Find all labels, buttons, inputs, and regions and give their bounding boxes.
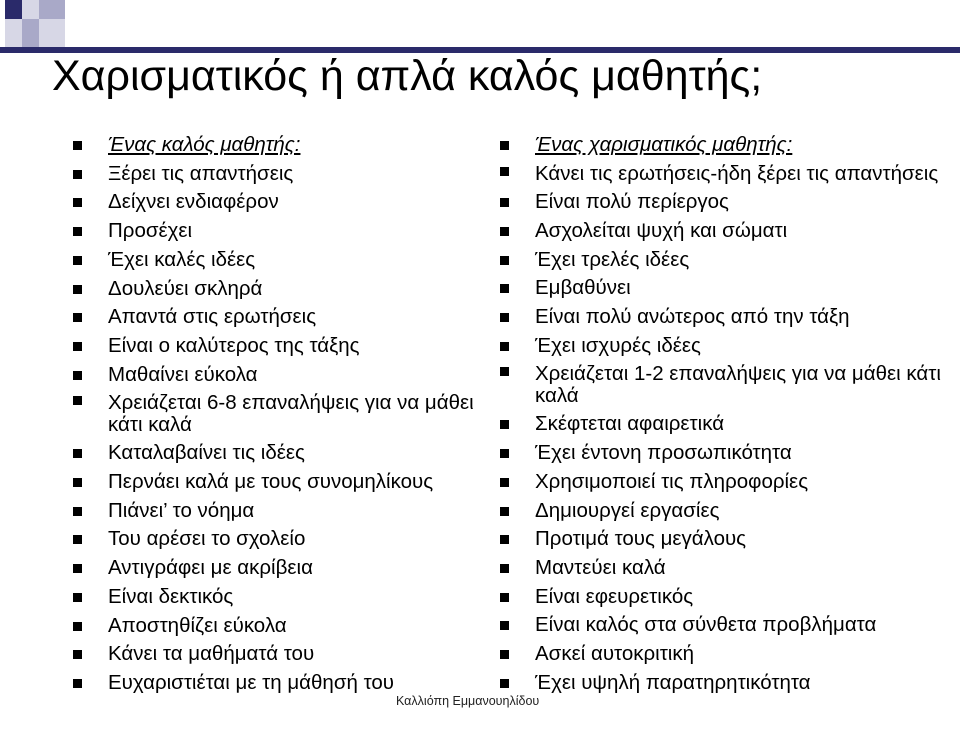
deco-square-light <box>22 0 39 19</box>
bullet-square-icon <box>73 535 82 544</box>
list-item: Είναι πολύ περίεργος <box>497 188 957 217</box>
list-item: Ξέρει τις απαντήσεις <box>70 160 500 189</box>
list-item: Απαντά στις ερωτήσεις <box>70 303 500 332</box>
bullet-square-icon <box>73 679 82 688</box>
bullet-square-icon <box>500 679 509 688</box>
bullet-square-icon <box>73 593 82 602</box>
list-item: Μαθαίνει εύκολα <box>70 361 500 390</box>
slide-title: Χαρισματικός ή απλά καλός μαθητής; <box>52 52 763 100</box>
list-item: Δείχνει ενδιαφέρον <box>70 188 500 217</box>
list-item: Είναι πολύ ανώτερος από την τάξη <box>497 303 957 332</box>
bullet-square-icon <box>73 449 82 458</box>
bullet-square-icon <box>73 256 82 265</box>
list-item: Έχει υψηλή παρατηρητικότητα <box>497 669 957 698</box>
bullet-square-icon <box>73 650 82 659</box>
list-item: Προτιμά τους μεγάλους <box>497 525 957 554</box>
list-heading-gifted-student: Ένας χαρισματικός μαθητής: <box>497 131 957 160</box>
bullet-square-icon <box>500 367 509 376</box>
list-item: Ασχολείται ψυχή και σώματι <box>497 217 957 246</box>
list-item: Αντιγράφει με ακρίβεια <box>70 554 500 583</box>
deco-square-mid <box>39 0 65 19</box>
list-item: Ευχαριστιέται με τη μάθησή του <box>70 669 500 698</box>
bullet-square-icon <box>73 227 82 236</box>
gifted-student-list <box>497 131 957 697</box>
bullet-square-icon <box>500 478 509 487</box>
list-item: Κάνει τα μαθήματά του <box>70 640 500 669</box>
bullet-square-icon <box>73 396 82 405</box>
bullet-square-icon <box>500 564 509 573</box>
list-item: Ασκεί αυτοκριτική <box>497 640 957 669</box>
list-item: Έχει τρελές ιδέες <box>497 246 957 275</box>
list-item: Πιάνει’ το νόημα <box>70 497 500 526</box>
list-heading-good-student: Ένας καλός μαθητής: <box>70 131 500 160</box>
list-item: Είναι δεκτικός <box>70 583 500 612</box>
bullet-square-icon <box>500 198 509 207</box>
list-item: Έχει καλές ιδέες <box>70 246 500 275</box>
bullet-square-icon <box>500 342 509 351</box>
deco-square-light <box>39 19 65 47</box>
list-item: Χρειάζεται 1-2 επαναλήψεις για να μάθει κάτι καλά <box>497 360 957 410</box>
bullet-square-icon <box>500 256 509 265</box>
list-item: Εμβαθύνει <box>497 274 957 303</box>
list-item: Χρειάζεται 6-8 επαναλήψεις για να μάθει κάτι καλά <box>70 389 500 439</box>
bullet-square-icon <box>500 284 509 293</box>
bullet-square-icon <box>500 227 509 236</box>
deco-square-mid <box>22 19 39 47</box>
list-item: Του αρέσει το σχολείο <box>70 525 500 554</box>
bullet-square-icon <box>500 593 509 602</box>
list-item: Χρησιμοποιεί τις πληροφορίες <box>497 468 957 497</box>
bullet-square-icon <box>500 167 509 176</box>
deco-square-dark <box>5 0 22 19</box>
footer-author: Καλλιόπη Εμμανουηλίδου <box>396 694 540 708</box>
list-item: Δημιουργεί εργασίες <box>497 497 957 526</box>
list-item: Είναι εφευρετικός <box>497 583 957 612</box>
bullet-square-icon <box>73 478 82 487</box>
bullet-square-icon <box>73 507 82 516</box>
bullet-square-icon <box>73 564 82 573</box>
list-item: Έχει έντονη προσωπικότητα <box>497 439 957 468</box>
list-item: Προσέχει <box>70 217 500 246</box>
bullet-square-icon <box>73 313 82 322</box>
deco-square-light <box>5 19 22 47</box>
list-item: Είναι ο καλύτερος της τάξης <box>70 332 500 361</box>
list-item: Είναι καλός στα σύνθετα προβλήματα <box>497 611 957 640</box>
bullet-square-icon <box>500 313 509 322</box>
bullet-square-icon <box>73 170 82 179</box>
bullet-square-icon <box>500 420 509 429</box>
bullet-square-icon <box>500 141 509 150</box>
bullet-square-icon <box>73 342 82 351</box>
good-student-list <box>70 131 500 698</box>
list-item: Καταλαβαίνει τις ιδέες <box>70 439 500 468</box>
list-item: Αποστηθίζει εύκολα <box>70 612 500 641</box>
bullet-square-icon <box>500 507 509 516</box>
list-item: Κάνει τις ερωτήσεις-ήδη ξέρει τις απαντήσεις <box>497 160 957 189</box>
list-item: Σκέφτεται αφαιρετικά <box>497 410 957 439</box>
bullet-square-icon <box>500 621 509 630</box>
bullet-square-icon <box>73 285 82 294</box>
bullet-square-icon <box>73 371 82 380</box>
list-item: Μαντεύει καλά <box>497 554 957 583</box>
list-item: Έχει ισχυρές ιδέες <box>497 332 957 361</box>
bullet-square-icon <box>73 622 82 631</box>
bullet-square-icon <box>73 141 82 150</box>
bullet-square-icon <box>500 535 509 544</box>
list-item: Περνάει καλά με τους συνομηλίκους <box>70 468 500 497</box>
list-item: Δουλεύει σκληρά <box>70 275 500 304</box>
bullet-square-icon <box>500 449 509 458</box>
bullet-square-icon <box>73 198 82 207</box>
bullet-square-icon <box>500 650 509 659</box>
